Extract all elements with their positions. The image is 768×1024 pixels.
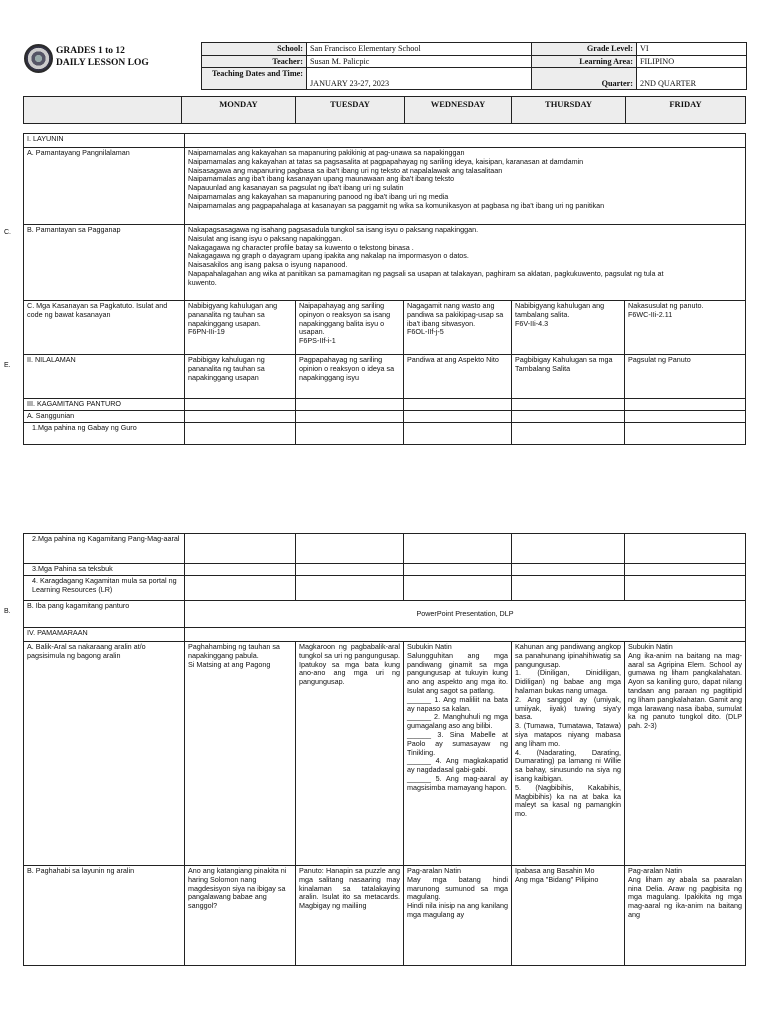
pangnilalaman-line: Naisasagawa ang mapanuring pagbasa sa iba't ibang uri ng teksto at napalalawak ang talasalitaan — [188, 165, 503, 175]
row-pangnilalaman-label: A. Pamantayang Pangnilalaman — [24, 148, 185, 225]
teacher-value: Susan M. Palicpic — [307, 55, 532, 68]
school-value: San Francisco Elementary School — [307, 43, 532, 56]
pagganap-line: Nakapagsasagawa ng isahang pagsasadula tungkol sa isang isyu o paksang napakinggan. — [188, 225, 479, 234]
quarter-value: 2ND QUARTER — [637, 68, 747, 90]
header-info-table — [201, 42, 747, 90]
grade-label: Grade Level: — [532, 43, 637, 56]
kasanayan-thursday: Nabibigyang kahulugan ang tambalang salita. F6V-IIi-4.3 — [512, 301, 625, 355]
pangnilalaman-line: Napauunlad ang kasanayan sa pagsulat ng iba't ibang uri ng sulatin — [188, 183, 404, 193]
row-pagganap-label: B. Pamantayan sa Pagganap — [24, 225, 185, 301]
nilalaman-thursday: Pagbibigay Kahulugan sa mga Tambalang Salita — [512, 355, 625, 399]
day-thursday: THURSDAY — [512, 97, 626, 124]
pangnilalaman-line: Naipamamalas ang pagpapahalaga at kasanayan sa paggamit ng wika sa komunikasyon at pagbasa ng iba't ibang uri ng panitikan — [188, 200, 605, 210]
lesson-table-part2 — [23, 533, 746, 966]
pangnilalaman-line: Naipamamalas ang kakayahan at tatas sa pagsasalita at pagpapahayag ng sariling ideya, kaisipan, karanasan at damdamin — [188, 156, 584, 166]
row-iba-pang-label: B. Iba pang kagamitang panturo — [24, 601, 185, 628]
teacher-label: Teacher: — [202, 55, 307, 68]
day-wednesday: WEDNESDAY — [405, 97, 512, 124]
margin-letter-b: B. — [4, 608, 11, 615]
dates-label: Teaching Dates and Time: — [202, 68, 307, 90]
kasanayan-friday: Nakasusulat ng panuto. F6WC-IIi-2.11 — [625, 301, 746, 355]
paghahabi-tuesday: Panuto: Hanapin sa puzzle ang mga salitang nasaaring may kinalaman sa tatalakaying aralin. Isulat ito sa metacards. Magbigay ng mailiing — [296, 866, 404, 966]
balik-aral-friday: Subukin Natin Ang ika-anim na baitang na mag-aaral sa Agripina Elem. School ay gumawa ng liham pangkalahatan. Ayon sa kaniling guro, dapat nilang tandaan ang paraan ng pagtitipid ng liham pangkalahatan. Gamit ang mga larawang nasa ibaba, sumulat ka ng panuto tungkol dito. (DLP pah. 2-3) — [625, 642, 746, 866]
day-monday: MONDAY — [182, 97, 296, 124]
school-label: School: — [202, 43, 307, 56]
nilalaman-tuesday: Pagpapahayag ng sariling opinion o reaksyon o ideya sa napakinggang isyu — [296, 355, 404, 399]
deped-seal-logo — [24, 44, 53, 73]
quarter-label: Quarter: — [532, 68, 637, 90]
row-layunin-label: I. LAYUNIN — [24, 134, 185, 148]
pagganap-line: Nakagagawa ng character profile batay sa kuwento o tekstong binasa . — [188, 242, 414, 252]
pagganap-content — [185, 225, 746, 301]
nilalaman-friday: Pagsulat ng Panuto — [625, 355, 746, 399]
row-paghahabi-label: B. Paghahabi sa layunin ng aralin — [24, 866, 185, 966]
grade-value: VI — [637, 43, 747, 56]
paghahabi-friday: Pag-aralan Natin Ang liham ay abala sa paaralan nina Delia. Araw ng pagbisita ng mga magulang. Ipakikita ng mga mag-aaral ng ika-anim na baitang ang — [625, 866, 746, 966]
area-label: Learning Area: — [532, 55, 637, 68]
kasanayan-wednesday: Nagagamit nang wasto ang pandiwa sa pakikipag-usap sa iba't ibang sitwasyon. F6OL-IIf-j-5 — [404, 301, 512, 355]
weekday-header-table — [23, 96, 746, 124]
kasanayan-monday: Nabibigyang kahulugan ang pananalita ng tauhan sa napakinggang usapan. F6PN-IIi-19 — [185, 301, 296, 355]
doc-title-line2: DAILY LESSON LOG — [56, 58, 149, 68]
row-layunin-content — [185, 134, 746, 148]
pangnilalaman-line: Naipamamalas ang kakayahan sa mapanuring pakikinig at pag-unawa sa napakinggan — [188, 148, 465, 157]
pangnilalaman-line: Naipamamalas ang iba't ibang kasanayan upang maunawaan ang iba't ibang teksto — [188, 174, 455, 184]
balik-aral-tuesday: Magkaroon ng pagbabalik-aral tungkol sa uri ng pangungusap. Ipatukoy sa mga bata kung ano-ano ang mga uri ng pangungusap. — [296, 642, 404, 866]
doc-title-line1: GRADES 1 to 12 — [56, 46, 125, 56]
balik-aral-thursday: Kahunan ang pandiwang angkop sa panahunang ipinahihiwatig sa pangungusap. 1. (Diniligan, Dinidiligan, Didiligan) ng babae ang mga halaman bukas nang umaga. 2. Ang sanggol ay (umiyak, umiiyak, iiyak) tuwing siya'y basa. 3. (Tumawa, Tumatawa, Tatawa) siya matapos niyang mabasa ang liham mo. 4. (Nadarating, Darating, Dumarating) pa lamang ni Willie sa bahay, sinusundo na siya ng isang kaibigan. 5. (Nagbibihis, Kakabihis, Magbibihis) ka na at baka ka maleyt sa kasal ng pamangkin mo. — [512, 642, 625, 866]
pagganap-line: kuwento. — [188, 277, 217, 287]
iba-pang-value: PowerPoint Presentation, DLP — [185, 601, 746, 628]
row-teksbuk-label: 3.Mga Pahina sa teksbuk — [24, 564, 185, 576]
blank-corner — [24, 97, 182, 124]
row-nilalaman-label: II. NILALAMAN — [24, 355, 185, 399]
row-pang-mag-aaral-label: 2.Mga pahina ng Kagamitang Pang-Mag-aaral — [24, 534, 185, 564]
row-sanggunian-label: A. Sanggunian — [24, 411, 185, 423]
row-karagdagang-label: 4. Karagdagang Kagamitan mula sa portal ng Learning Resources (LR) — [24, 576, 185, 601]
day-tuesday: TUESDAY — [296, 97, 405, 124]
balik-aral-wednesday: Subukin Natin Salungguhitan ang mga pandiwang ginamit sa mga pangungusap at tukuyin kung ano ang aspekto ang mga ito. Isulat ang sagot sa patlang. ______ 1. Ang maliliit na bata ay napaso sa kalan. ______ 2. Manghuhuli ng mga gumagalang aso ang bilibi. ______ 3. Sina Mabelle at Paolo ay sumasayaw ng Tinikling. ______ 4. Ang magkakapatid ay nagdadasal gabi-gabi. ______ 5. Ang mag-aaral ay magsisimba mamayang hapon. — [404, 642, 512, 866]
pangnilalaman-content — [185, 148, 746, 225]
nilalaman-wednesday: Pandiwa at ang Aspekto Nito — [404, 355, 512, 399]
kasanayan-tuesday: Naipapahayag ang sariling opinyon o reaksyon sa isang napakinggang balita isyu o usapan. F6PS-IIf-i-1 — [296, 301, 404, 355]
paghahabi-thursday: Ipabasa ang Basahin Mo Ang mga "Bidang" Pilipino — [512, 866, 625, 966]
row-kasanayan-label: C. Mga Kasanayan sa Pagkatuto. Isulat and code ng bawat kasanayan — [24, 301, 185, 355]
balik-aral-monday: Paghahambing ng tauhan sa napakinggang pabula. Si Matsing at ang Pagong — [185, 642, 296, 866]
dates-value: JANUARY 23-27, 2023 — [307, 68, 532, 90]
row-kagamitan-label: III. KAGAMITANG PANTURO — [24, 399, 185, 411]
area-value: FILIPINO — [637, 55, 747, 68]
nilalaman-monday: Pabibigay kahulugan ng pananalita ng tauhan sa napakinggang usapan — [185, 355, 296, 399]
day-friday: FRIDAY — [626, 97, 746, 124]
pagganap-line: Naisasakilos ang isang paksa o isyung napanood. — [188, 260, 348, 270]
lesson-table-part1 — [23, 133, 746, 445]
margin-letter-e: E. — [4, 362, 11, 369]
paghahabi-monday: Ano ang katangiang pinakita ni haring Solomon nang magdesisyon siya na ibigay sa pangalawang babae ang sanggol? — [185, 866, 296, 966]
row-gabay-label: 1.Mga pahina ng Gabay ng Guro — [24, 423, 185, 445]
row-balik-aral-label: A. Balik-Aral sa nakaraang aralin at/o pagsisimula ng bagong aralin — [24, 642, 185, 866]
pagganap-line: Napapahalagahan ang wika at panitikan sa pamamagitan ng pagsali sa usapan at talakayan, paghiram sa aklatan, pagkukuwento, pagsulat ng tula at — [188, 268, 664, 278]
row-pamamaraan-label: IV. PAMAMARAAN — [24, 628, 185, 642]
margin-letter-c: C. — [4, 229, 11, 236]
pangnilalaman-line: Naipamamalas ang kakayahan sa mapanuring panood ng iba't ibang uri ng media — [188, 191, 449, 201]
pagganap-line: Nakagagawa ng graph o dayagram upang ipakita ang nakalap na impormasyon o datos. — [188, 251, 469, 261]
paghahabi-wednesday: Pag-aralan Natin May mga batang hindi marunong sumunod sa mga magulang. Hindi nila inisip na ang kanilang mga magulang ay — [404, 866, 512, 966]
pagganap-line: Naisulat ang isang isyu o paksang napakinggan. — [188, 233, 343, 243]
